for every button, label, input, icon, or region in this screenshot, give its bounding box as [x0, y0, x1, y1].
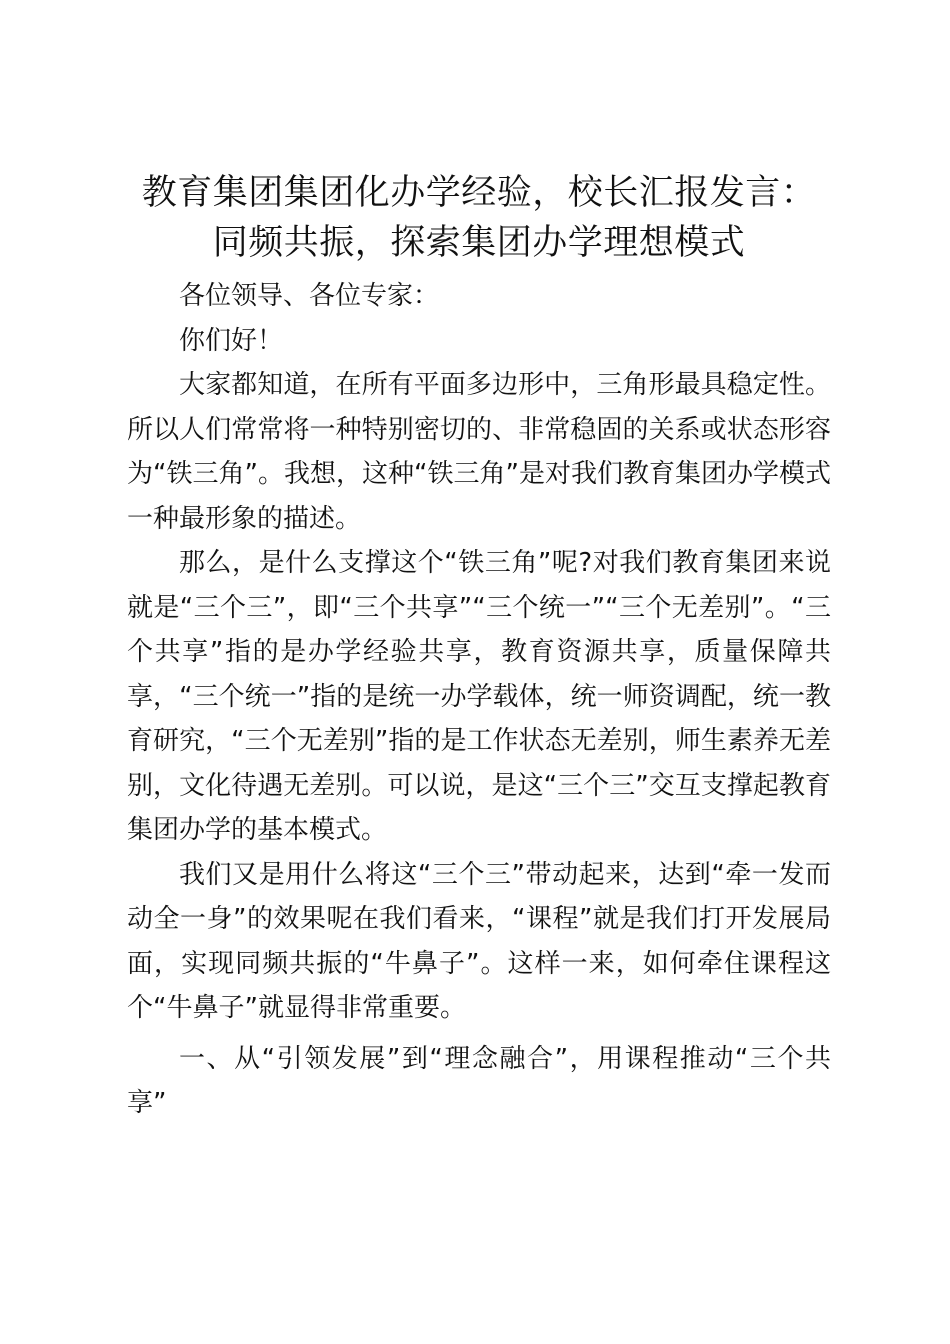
document-content [127, 168, 831, 1126]
salutation: 各位领导、各位专家： [179, 281, 440, 311]
paragraph-3: 我们又是用什么将这“三个三”带动起来，达到“牵一发而动全一身”的效果呢在我们看来，“课程”就是我们打开发展局面，实现同频共振的“牛鼻子”。这样一来，如何牵住课程这个“牛鼻子”就显得非常重要。 [127, 859, 831, 1023]
paragraph-1: 大家都知道，在所有平面多边形中，三角形最具稳定性。所以人们常常将一种特别密切的、非常稳固的关系或状态形容为“铁三角”。我想，这种“铁三角”是对我们教育集团办学模式一种最形象的描述。 [127, 370, 831, 534]
section-heading: 一、从“引领发展”到“理念融合”，用课程推动“三个共享” [127, 1043, 831, 1118]
paragraph-2: 那么，是什么支撑这个“铁三角”呢?对我们教育集团来说就是“三个三”，即“三个共享”“三个统一”“三个无差别”。“三个共享”指的是办学经验共享，教育资源共享，质量保障共享，“三个统一”指的是统一办学载体，统一师资调配，统一教育研究，“三个无差别”指的是工作状态无差别，师生素养无差别，文化待遇无差别。可以说，是这“三个三”交互支撑起教育集团办学的基本模式。 [127, 548, 831, 845]
document-title: 教育集团集团化办学经验，校长汇报发言：同频共振，探索集团办学理想模式 [141, 173, 817, 263]
greeting: 你们好！ [179, 325, 284, 356]
document-body [127, 274, 831, 1126]
